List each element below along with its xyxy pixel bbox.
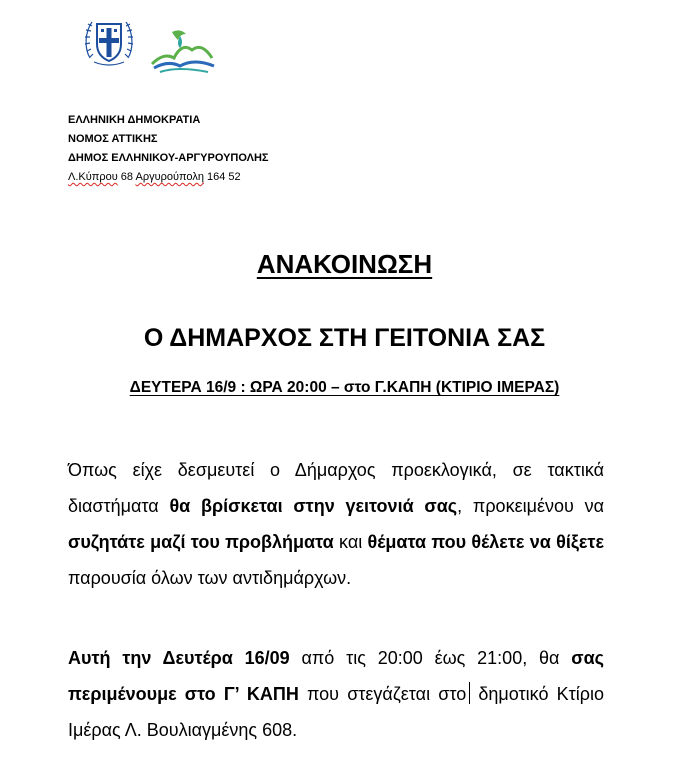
text-run: από τις 20:00 έως 21:00, θα <box>289 648 572 668</box>
address-number: 68 <box>117 171 136 183</box>
municipality-logo-icon <box>150 28 218 76</box>
address-zip: 164 52 <box>203 171 241 183</box>
text-run: που στεγάζεται στο <box>298 684 467 704</box>
bold-run: θα βρίσκεται στην γειτονιά σας <box>169 496 458 516</box>
header-line-prefecture: ΝΟΜΟΣ ΑΤΤΙΚΗΣ <box>68 133 158 145</box>
header-address <box>68 168 269 187</box>
paragraph-details <box>68 640 604 748</box>
text-run: δημοτικό Κτίριο Ιμέρας Λ. Βουλιαγμένης 608. <box>68 684 604 740</box>
announcement-title: ΑΝΑΚΟΙΝΩΣΗ <box>256 249 433 279</box>
text-run: και <box>333 532 368 552</box>
bold-run: θέματα που θέλετε να θίξετε <box>367 532 604 552</box>
event-date-line: ΔΕΥΤΕΡΑ 16/9 : ΩΡΑ 20:00 – στο Γ.ΚΑΠΗ (ΚΤΙΡΙΟ ΙΜΕΡΑΣ) <box>129 379 560 396</box>
bold-run: σας περιμένουμε στο Γ’ ΚΑΠΗ <box>68 648 604 704</box>
header-line-republic: ΕΛΛΗΝΙΚΗ ΔΗΜΟΚΡΑΤΙΑ <box>68 114 201 126</box>
greek-state-emblem-icon <box>82 12 136 70</box>
issuer-header <box>68 111 269 187</box>
address-city: Αργυρούπολη <box>135 171 204 183</box>
announcement-subtitle: Ο ΔΗΜΑΡΧΟΣ ΣΤΗ ΓΕΙΤΟΝΙΑ ΣΑΣ <box>143 324 546 352</box>
address-street: Λ.Κύπρου <box>68 171 118 183</box>
text-run: Όπως είχε δεσμευτεί ο Δήμαρχος προεκλογικά, σε τακτικά διαστήματα <box>68 460 604 516</box>
header-line-municipality: ΔΗΜΟΣ ΕΛΛΗΝΙΚΟΥ-ΑΡΓΥΡΟΥΠΟΛΗΣ <box>68 152 269 164</box>
paragraph-intro <box>68 452 604 596</box>
text-run: , προκειμένου να <box>457 496 604 516</box>
bold-run: Αυτή την Δευτέρα 16/09 <box>68 648 290 668</box>
bold-run: συζητάτε μαζί του προβλήματα <box>68 532 334 552</box>
text-run: παρουσία όλων των αντιδημάρχων. <box>68 568 352 588</box>
